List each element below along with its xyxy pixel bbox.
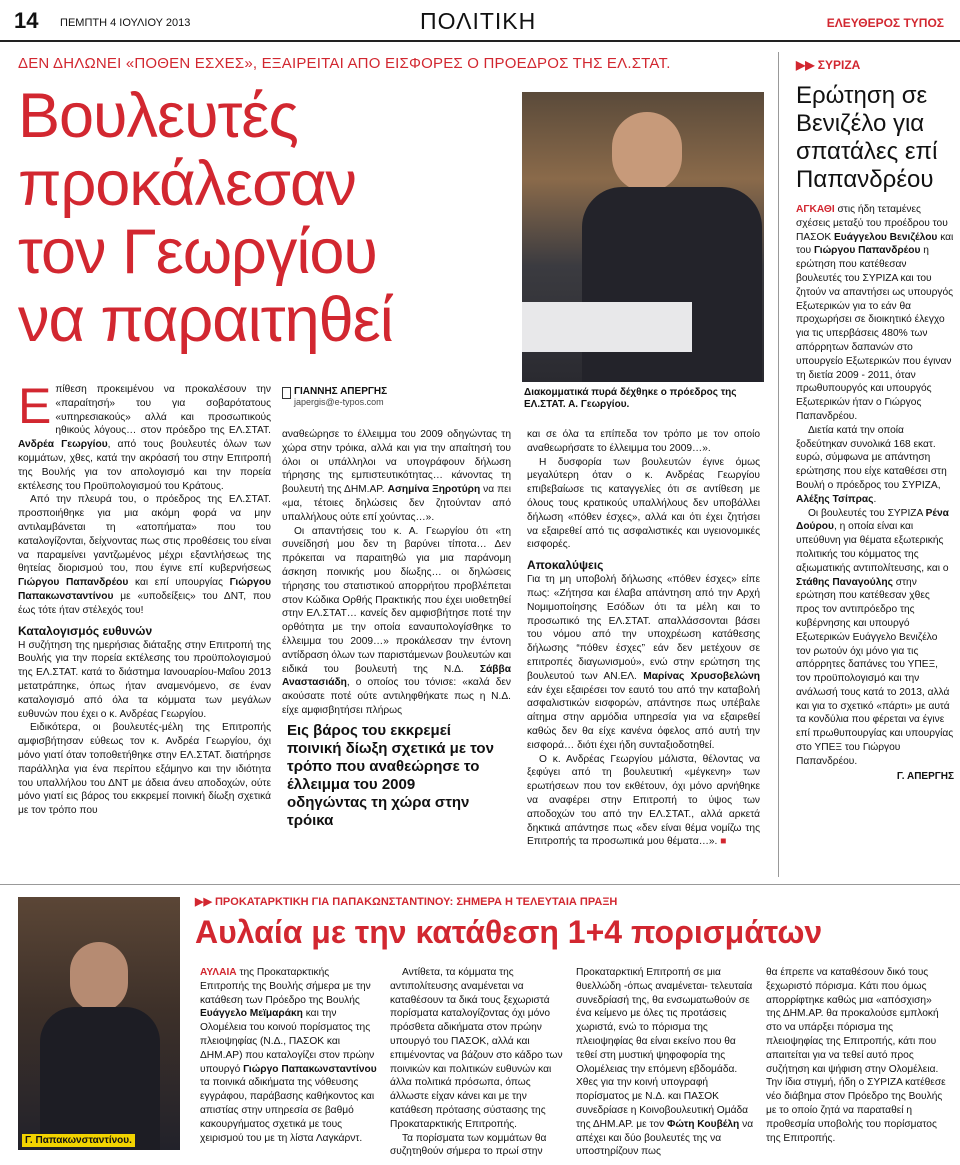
text: Για τη μη υποβολή δήλωσης «πόθεν έσχες» είπε πως: «Ζήτησα και έλαβα απάντηση από την Αρχή Νομιμοποίησης Εσόδων ότι τα μέλη και το προσωπικό της ΕΛ.ΣΤΑΤ. απαλλάσσονται βάσει του νόμου από την υποχρέωση κατάθεσης δήλωσης “πόθεν έσχες” εάν δεν μετέχουν σε επιτροπές διαγωνισμού», ενώ στην ερώτηση της βουλευτού των ΑΝ.ΕΛ. bbox=[527, 574, 760, 682]
pull-quote: Εις βάρος του εκκρεμεί ποινική δίωξη σχετικά με τον τρόπο που αναθεώρησε το έλλειμμα του 2009 οδηγώντας τη χώρα στην τρόικα bbox=[287, 722, 494, 829]
text: και επί υπουργίας bbox=[128, 577, 230, 589]
side-kicker-text: ΣΥΡΙΖΑ bbox=[817, 58, 861, 72]
person-name: Φώτη Κουβέλη bbox=[667, 1118, 740, 1130]
page-date: ΠΕΜΠΤΗ 4 ΙΟΥΛΙΟΥ 2013 bbox=[60, 17, 191, 29]
text: Διετία κατά την οποία ξοδεύτηκαν συνολικά 168 εκατ. ευρώ, σύμφωνα με απάντηση ερώτησης που είχε καταθέσει στη Βουλή ο πρόεδρος του ΣΥΡΙΖΑ, bbox=[796, 424, 947, 491]
person-name: Μαρίνας Χρυσοβελώνη bbox=[643, 670, 760, 682]
text: εάν έχει εξαιρέσει τον εαυτό του από την καταβολή ασφαλιστικών εισφορών, απάντησε πως υπέβαλε αίτημα στην αρμόδια υπηρεσία για να εξαιρεθεί καθώς δεν θα είχε κανένα όφελος από αυτή την εισφορά… διότι έχει ήδη συνταξιοδοτηθεί. bbox=[527, 684, 760, 751]
paragraph: Αντίθετα, τα κόμματα της αντιπολίτευσης αναμένεται να καταθέσουν τα δικά τους ξεχωριστά πορίσματα καταλογίζοντας όχι μόνο πρόσθετα αδικήματα στον πρώην υπουργό του ΠΑΣΟΚ, αλλά και επιμένοντας να βάζουν στο κάδρο των ποινικών και πολιτικών ευθυνών και άλλα πολιτικά πρόσωπα, όπως άλλωστε είχαν κάνει και με την κατάθεση πρότασης σύστασης της Προκαταρκτικής Επιτροπής. bbox=[390, 967, 563, 1130]
side-divider bbox=[778, 52, 779, 877]
text: στις ήδη τεταμένες σχέσεις μεταξύ του προέδρου του ΠΑΣΟΚ bbox=[796, 204, 948, 243]
text: . bbox=[873, 493, 877, 505]
header-rule bbox=[0, 40, 960, 42]
person-name: Γιώργο Παπακωνσταντίνου bbox=[243, 1063, 377, 1075]
main-column-3 bbox=[527, 428, 760, 849]
page-number: 14 bbox=[14, 8, 39, 33]
bottom-column-3 bbox=[576, 966, 756, 1159]
person-name: Γιώργου Παπακωνσταντίνου bbox=[18, 577, 271, 602]
author-box bbox=[282, 386, 502, 407]
person-name: Ευάγγελο Μεϊμαράκη bbox=[200, 1008, 303, 1020]
person-name: Ευάγγελου Βενιζέλου bbox=[834, 231, 938, 243]
pen-icon bbox=[282, 387, 291, 399]
title-line: τον Γεωργίου bbox=[18, 217, 377, 287]
person-name: Γιώργου Παπανδρέου bbox=[18, 577, 129, 589]
text: , ο οποίος του τόνισε: «καλά δεν ακούσατε ποτέ ούτε αντιληφθήκατε πως η Ν.Δ. είχε αμφισβητήσει πλήρως bbox=[282, 677, 511, 716]
bottom-rule bbox=[0, 884, 960, 885]
main-kicker: ΔΕΝ ΔΗΛΩΝΕΙ «ΠΟΘΕΝ ΕΣΧΕΣ», ΕΞΑΙΡΕΙΤΑΙ ΑΠΟ ΕΙΣΦΟΡΕΣ Ο ΠΡΟΕΔΡΟΣ ΤΗΣ ΕΛ.ΣΤΑΤ. bbox=[18, 55, 671, 72]
person-name: Γιώργου Παπανδρέου bbox=[813, 245, 921, 257]
photo-suit bbox=[582, 187, 762, 382]
side-signature: Γ. ΑΠΕΡΓΗΣ bbox=[896, 770, 954, 782]
lead-rest: , από τους βουλευτές όλων των κομμάτων, χθες, κατά την ακρόασή του στην Επιτροπή της Βουλής για τον απολογισμό και την πορεία εκτέλεσης του Προϋπολογισμού του Κράτους. bbox=[18, 439, 271, 492]
author-name: ΓΙΑΝΝΗΣ ΑΠΕΡΓΗΣ bbox=[294, 386, 388, 397]
side-kicker bbox=[796, 58, 860, 72]
text: να πει «μα, τέτοιες δηλώσεις δεν ζητούνταν από υπαλλήλους ούτε επί χούντας…». bbox=[282, 484, 511, 523]
bottom-photo-caption: Γ. Παπακωνσταντίνου. bbox=[22, 1134, 135, 1147]
end-mark-icon: ■ bbox=[720, 836, 727, 848]
paragraph: Ειδικότερα, οι βουλευτές-μέλη της Επιτροπής αμφισβήτησαν εύθεως τον κ. Ανδρέα Γεωργίου, όχι μόνο γιατί όταν τοποθετήθηκε στην ΕΛ.ΣΤΑΤ. διατήρησε παράλληλα για ένα περίπου εξάμηνο και την ιδιότητα του υπαλλήλου του ΔΝΤ με άδεια άνευ αποδοχών, ούτε μόνο γιατί εις βάρος του εκκρεμεί ποινική δίωξη σχετικά με τον τρόπο που bbox=[18, 722, 271, 817]
paragraph: Από την πλευρά του, ο πρόεδρος της ΕΛ.ΣΤΑΤ. προσποιήθηκε για μια ακόμη φορά να μην αντιλαμβάνεται τη «ατοπήματα» που του καταλογίζονται, δείχνοντας πως στις προθέσεις του είναι να παραμείνει γαντζωμένος μέχρι εξαντλήσεως της θητείας διορισμού του, που έγινε επί κυβερνήσεως bbox=[18, 494, 271, 575]
page-header bbox=[0, 0, 960, 42]
text: Οι βουλευτές του ΣΥΡΙΖΑ bbox=[808, 507, 926, 519]
text: της Προκαταρκτικής Επιτροπής της Βουλής σήμερα με την κατάθεση των Πρόεδρο της Βουλής bbox=[200, 967, 371, 1006]
text: και την Ολομέλεια του κοινού πορίσματος της πλειοψηφίας (Ν.Δ., ΠΑΣΟΚ και ΔΗΜ.ΑΡ) που καταλογίζει στον πρώην υπουργό bbox=[200, 1008, 375, 1075]
paragraph: θα έπρεπε να καταθέσουν δικό τους ξεχωριστό πόρισμα. Κάτι που όμως απορρίφτηκε καθώς μια «απόσχιση» της ΔΗΜ.ΑΡ. θα προκαλούσε εμπλοκή στο να υπάρξει πόρισμα της πλειοψηφίας της Επιτροπής, κάτι που απαιτείται για να τεθεί αυτό προς συζήτηση και ψήφιση στην Ολομέλεια. Την ίδια στιγμή, ήδη ο ΣΥΡΙΖΑ κατέθεσε νέο διάβημα στον Πρόεδρο της Βουλής με το οποίο ζητά να παραταθεί η προθεσμία υποβολής του πορίσματος της Επιτροπής. bbox=[766, 967, 946, 1144]
bottom-column-4 bbox=[766, 966, 948, 1145]
person-name: Ασημίνα Ξηροτύρη bbox=[387, 484, 481, 496]
text: η ερώτηση που κατέθεσαν βουλευτές του ΣΥΡΙΖΑ και του ζητούν να απαντήσει ως υπουργός Εξωτερικών για το εάν θα προχωρήσει σε διοικητικό έλεγχο για τις υπερβάσεις 480% των απόρρητων δαπανών στο υπουργείο Εξωτερικών που έγιναν τη διετία 2009 - 2011, όταν πρωθυπουργός και υπουργός Εξωτερικών ήταν ο Γιώργος Παπανδρέου. bbox=[796, 245, 954, 422]
georgiou-photo bbox=[522, 92, 764, 382]
arrow-icon: ▶▶ bbox=[195, 896, 215, 908]
lead-name: Ανδρέα Γεωργίου bbox=[18, 439, 108, 451]
text: Ο κ. Ανδρέας Γεωργίου μάλιστα, θέλοντας να ξεφύγει από τη βουλευτική «μέγκενη» των ερωτήσεων που τον εκθέτουν, όχι μόνο αρνήθηκε να αναφέρει στην Επιτροπή το ύψος των αποδοχών του από την ΕΛ.ΣΤΑΤ., αλλά αρκετά δηκτικά απάντησε πως «δεν είναι θέμα νομίζω της Επιτροπής τα προσωπικά μου θέματα…». bbox=[527, 753, 760, 848]
paragraph: Η συζήτηση της ημερήσιας διάταξης στην Επιτροπή της Βουλής για την πορεία εκτέλεσης του προϋπολογισμού της ΕΛ.ΣΤΑΤ. κατά το διάστημα Ιανουαρίου-Μαΐου 2013 μετατράπηκε, όπως ήταν αναμενόμενο, σε έναν καταλογισμό από όλα τα κόμματα των μεγάλων ευθυνών που έχει ο κ. Ανδρέας Γεωργίου. bbox=[18, 639, 271, 720]
bottom-column-1 bbox=[200, 966, 380, 1145]
bottom-kicker-text: ΠΡΟΚΑΤΑΡΚΤΙΚΗ ΓΙΑ ΠΑΠΑΚΩΝΣΤΑΝΤΙΝΟΥ: ΣΗΜΕΡΑ Η ΤΕΛΕΥΤΑΙΑ ΠΡΑΞΗ bbox=[214, 896, 618, 908]
person-name: Σάββα Αναστασιάδη bbox=[282, 663, 511, 689]
text: Προκαταρκτική Επιτροπή σε μια θυελλώδη -όπως αναμένεται- τελευταία συνεδρίασή της, θα ενσωματωθούν σε ένα κείμενο με όλες τις προτάσεις χωριστά, ενώ το πόρισμα της πλειοψηφίας θα είναι εκείνο που θα τεθεί στη μυστική ψηφοφορία της Ολομέλειας την επόμενη εβδομάδα. Χθες για την κοινή υπογραφή πορίσματος με Ν.Δ. και ΠΑΣΟΚ συνεδρίασε η Κοινοβουλευτική Ομάδα της ΔΗΜ.ΑΡ. με τον bbox=[576, 967, 753, 1130]
side-title: Ερώτηση σε Βενιζέλο για σπατάλες επί Παπανδρέου bbox=[796, 82, 938, 193]
author-email: japergis@e-typos.com bbox=[294, 397, 384, 407]
subheading: Αποκαλύψεις bbox=[527, 558, 604, 573]
text: αναθεώρησε το έλλειμμα του 2009 οδηγώντας τη χώρα στην τρόικα, αλλά και για την απαίτησή του όλοι οι υπάλληλοι να υπογράφουν δήλωση τήρησης της εμπιστευτικότητας… κάνοντας τη βουλευτή της ΔΗΜ.ΑΡ. bbox=[282, 429, 511, 496]
person-name: Αλέξης Τσίπρας bbox=[796, 493, 874, 505]
text: και του bbox=[796, 231, 954, 257]
person-name: Στάθης Παναγούλης bbox=[796, 576, 893, 588]
photo-papers bbox=[522, 302, 692, 352]
paper-name: ΕΛΕΥΘΕΡΟΣ ΤΥΠΟΣ bbox=[826, 16, 944, 30]
title-line: Βουλευτές bbox=[18, 81, 298, 151]
papakonstantinou-photo bbox=[18, 897, 180, 1150]
text: Οι απαντήσεις του κ. Α. Γεωργίου ότι «τη συνείδησή μου δεν τη βαρύνει τίποτα… Δεν πρόκειται να παραιτηθώ για μια παράνομη άσκηση ποινικής μου δίωξης… οι δηλώσεις τήρησης του στατιστικού απορρήτου προβλέπεται στον Κώδικα Ορθής Πρακτικής που έχει υιοθετηθεί στην ΕΛ.ΣΤΑΤ… κανείς δεν αμφισβήτησε ποτέ την ορθότητα με την οποία εαναυπολογίσθηκε το έλλειμμα του 2009…» προκάλεσαν την έντονη αντίδραση όλων των παριστάμενων βουλευτών και ειδικά του βουλευτή της Ν.Δ. bbox=[282, 525, 511, 675]
text: με «υποδείξεις» του ΔΝΤ, που έως τότε ήταν στέλεχός του! bbox=[18, 590, 271, 616]
dropcap: Ε bbox=[18, 378, 52, 434]
main-column-2 bbox=[282, 428, 511, 718]
paragraph: Η δυσφορία των βουλευτών έγινε όμως μεγαλύτερη όταν ο κ. Ανδρέας Γεωργίου επιβεβαίωσε τις καταγγελίες ότι σε αντίθεση με όλους τους κρατικούς υπαλλήλους δεν υποβάλλει δήλωση «πόθεν έσχες», αλλά και ότι έχει ζητήσει να εξαιρεθεί από τις ασφαλιστικές και υγειονομικές εισφορές. bbox=[527, 456, 760, 551]
lead-text: πίθεση προκειμένου να προκαλέσουν την «παραίτησή» του για σοβαρότατους «υπηρεσιακούς» αλλά και προσωπικούς ηθικούς λόγους… στον πρόεδρο της ΕΛ.ΣΤΑΤ. bbox=[55, 384, 271, 437]
photo-figure bbox=[612, 112, 682, 192]
section-name: ΠΟΛΙΤΙΚΗ bbox=[420, 8, 537, 34]
bottom-column-2 bbox=[390, 966, 565, 1159]
title-line: να παραιτηθεί bbox=[18, 285, 393, 355]
text: , η οποία είναι και υπεύθυνη για θέματα εξωτερικής πολιτικής του κόμματος της αξιωματικής αντιπολίτευσης, και ο bbox=[796, 521, 949, 574]
text: να απέχει και δύο βουλευτές της να υποστηρίζουν πως bbox=[576, 1118, 754, 1158]
main-column-1 bbox=[18, 378, 271, 818]
bottom-kicker bbox=[195, 895, 617, 908]
subheading: Καταλογισμός ευθυνών bbox=[18, 623, 153, 638]
main-title bbox=[18, 82, 518, 354]
text: στην ερώτηση που κατέθεσαν χθες προς τον αντιπρόεδρο της κυβέρνησης και υπουργό Εξωτερικών Ευάγγελο Βενιζέλο τον ρωτούν όχι μόνο για τις απόρρητες δαπάνες του ΥΠΕΞ, τον προϋπολογισμό και την ανάλωσή τους κατά το 2013, αλλά και για το σχετικό «πάρτι» με αυτά τα κονδύλια που φέρεται να έγινε επί πρωθυπουργίας και υπουργίας στο ΥΠΕΞ του Γιώργου Παπανδρέου. bbox=[796, 576, 954, 767]
paragraph: και σε όλα τα επίπεδα τον τρόπο με τον οποίο αναθεωρήσατε το έλλειμμα του 2009…». bbox=[527, 429, 760, 454]
photo-figure bbox=[70, 942, 128, 1012]
text: τα ποινικά αδικήματα της νόθευσης εγγράφου, παράβασης καθήκοντος και απιστίας στην υπηρεσία σε βαθμό κακουργήματος σχετικά με τους χειρισμού του με τη λίστα Λαγκάρντ. bbox=[200, 1077, 375, 1144]
bottom-title: Αυλαία με την κατάθεση 1+4 πορισμάτων bbox=[195, 914, 823, 950]
side-text bbox=[796, 203, 954, 782]
arrow-icon: ▶▶ bbox=[796, 58, 818, 72]
photo-suit bbox=[40, 1007, 160, 1150]
photo-caption: Διακομματικά πυρά δέχθηκε ο πρόεδρος της ΕΛ.ΣΤΑΤ. Α. Γεωργίου. bbox=[524, 387, 737, 410]
paragraph: Τα πορίσματα των κομμάτων θα συζητηθούν σήμερα το πρωί στην bbox=[390, 1132, 547, 1158]
bottom-lead: ΑΥΛΑΙΑ bbox=[200, 967, 237, 978]
person-name: Ρένα Δούρου bbox=[796, 507, 949, 533]
title-line: προκάλεσαν bbox=[18, 149, 356, 219]
side-lead: ΑΓΚΑΘΙ bbox=[796, 204, 835, 215]
